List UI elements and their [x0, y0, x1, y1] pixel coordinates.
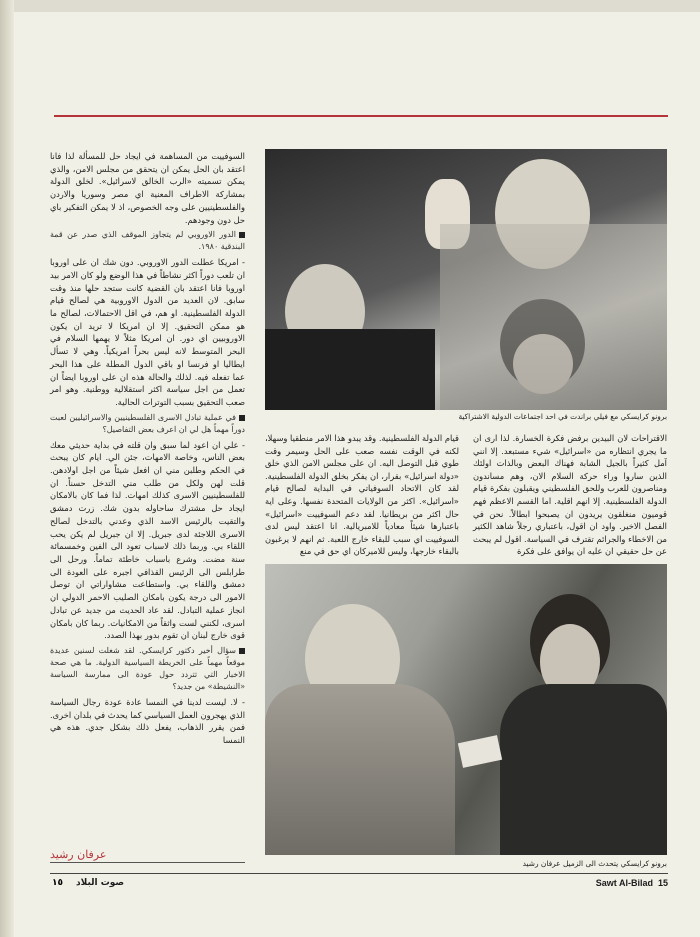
answer-paragraph: - امريكا عطلت الدور الاوروبي. دون شك ان على اوروبا ان تلعب دوراً اكثر نشاطاً في هذا الوضع ولو كان الامر بيد اوروبا فانا اعتقد بان القضية كانت ستجد حلها منذ وقت سابق. لان العديد من الدول الاوروبية هي لصالح قيام الدولة الفلسطينية. او هم، في اقل الاحتمالات، لصالح ما هو ممكن التحقيق. إلا ان امريكا لا تريد ان يكون الاوروبيين اي دور. ان امريكا مثلاً لا يهمها السلام في البحر المتوسط لانه ليس بحراً امريكياً. وهي لا تسأل ايطاليا او فرنسا او باقي الدول المطلة على هذا البحر عما تفعله فيه. لذلك والحالة هذه ان على اوروبا ايضاً ان تعمل من اجل سياسة اكثر استقلالية ووطنية. وهو امر صعب التحقيق بسبب التوترات الحالية. [50, 257, 245, 407]
middle-paragraph: الاقتراحات لان البيدين برفض فكرة الخسارة. لذا ارى ان ما يجري انتظاره من «اسرائيل» شيء مستبعد. إلا انني آمل كثيراً بالجيل الشابة فهناك البعض وبالذات اولئك الذين ساروا وراء حركة السلام الان، وهم مساندون ومناصرون للعرب وللحق الفلسطيني ويقبلون بفكرة قيام الدولة الفلسطينية. إلا انهم اقلية. اما القسم الاعظم فهم قوميون منغلقون يريدون ان يصبحوا ابطالاً. نحن في الفصل الاخير. واود ان اقول، باعتباري رجلاً شاهد الكثير من الاخطاء والجرائم تقترف في السياسة. اقول لم يبحث عن حل حقيقي ان عليه ان يوافق على فكرة [473, 433, 667, 557]
answer-paragraph: - لا. ليست لدينا في النمسا عادة عودة رجال السياسة الذي يهجرون العمل السياسي كما يحدث في بلدان اخرى. فمن يقرر الذهاب، يفعل ذلك بشكل جدي. هذه هي النمسا [50, 696, 245, 746]
photo-figure-suit [500, 684, 667, 855]
question-square-icon [239, 232, 245, 238]
question-paragraph [50, 229, 245, 253]
question-paragraph [50, 645, 245, 693]
question-text: الدور الاوروبي لم يتجاوز الموقف الذي صدر عن قمة البندقية ١٩٨٠. [50, 230, 245, 252]
answer-paragraph: - علي ان اعود لما سبق وان قلته في بداية حديثي معك بعض الناس، وخاصة الامهات، جئن الي. ايام كان يبحث في الحكم وطلبن مني ان افعل شيئاً من اجل اولادهن. قلت لهن ولكل من طلب مني التدخل حسناً. ان للفلسطينيين الاسرى كذلك امهات. لذا فما كان بالامكان ايجاد حل مشترك ساحاوله بدون شك. زرت دمشق والتقيت بالرئيس الاسد الذي وعدني بالتدخل لصالح الاسرى اللاجئة لدى جبريل. إلا ان جبريل لم يكن يحب اللقاء بي. وربما ذلك لاسباب تعود الى الفين وخمسمائة سنة مضت. وشرع باسباب خاطئة تماماً. ورحل الى طرابلس الى الرئيس القذافي اجبره على العودة الى دمشق واللقاء بي. واستطاعت مشاواراتي ان توصل الامور الى درجة يكون بامكان الصليب الاحمر الدولي ان انجاز عملية التبادل. لقد عاد الحديث من جديد عن تبادل اسرى، لكنني لست واثقاً من الامكانيات. ربما كان بامكان قوى خارج لبنان ان تقوم بدور بهذا الصدد. [50, 439, 245, 641]
photo1-caption: برونو كرايسكي مع فيلي براندت في احد اجتماعات الدولية الاشتراكية [458, 412, 667, 421]
photo-figure-jacket [265, 684, 455, 855]
question-square-icon [239, 648, 245, 654]
answer-paragraph: السوفييت من المساهمة في ايجاد حل للمسألة لذا فانا اعتقد بان الحل يمكن ان يتحقق من مجلس الامن، والذي يمكن تسميته «الرب الخالق لاسرائيل». لخلق الدولة بمشاركة الاطراف المعنية اي مصر وسوريا والاردن والفلسطينيين على وجه الخصوص، اذ لا يمكن التفكير باي حل دون وجودهم. [50, 151, 245, 225]
author-byline: عرفان رشيد [50, 848, 107, 861]
footer-magazine-arabic: صوت البلاد [76, 878, 125, 888]
header-red-rule [54, 115, 668, 117]
top-band [14, 0, 700, 12]
question-paragraph [50, 412, 245, 436]
footer-rule [50, 873, 668, 874]
photo-notebook [458, 735, 502, 768]
middle-column-text [265, 432, 667, 558]
footer-page-number-arabic: ١٥ [52, 878, 63, 888]
photo-figure-suit [265, 329, 435, 410]
page-binding-edge [0, 0, 14, 937]
right-column [50, 150, 245, 750]
footer-magazine-latin [596, 878, 668, 888]
question-text: في عملية تبادل الاسرى الفلسطينيين والاسرائيليين لعبت دوراً مهماً هل لي ان اعرف بعض التفاصيل؟ [50, 412, 245, 434]
photo2-caption: برونو كرايسكي يتحدث الى الزميل عرفان رشيد [522, 859, 667, 868]
byline-rule [50, 862, 245, 863]
question-square-icon [239, 415, 245, 421]
question-text: سؤال أخير دكتور كرايسكي. لقد شغلت لسنين عديدة موقعاً مهماً على الخريطة السياسية الدولية. ما هي صحة الاخبار التي تتردد حول عودة الى ممارسة السياسة «النشيطة» من جديد؟ [50, 645, 245, 691]
photo-figure-jacket [440, 224, 667, 410]
photo-kreisky-interview [265, 564, 667, 855]
middle-column [265, 432, 667, 558]
footer-page-number-latin: 15 [657, 878, 668, 888]
footer-magazine-latin-name: Sawt Al-Bilad [595, 878, 653, 888]
middle-paragraph: قيام الدولة الفلسطينية. وقد يبدو هذا الامر منطقيا وسهلا، لكنه في الوقت نفسه صعب على الحل وسيمر وقت طوي قبل التوصل اليه. ان على مجلس الامن الذي خلق «دولة اسرائيل» بقرار، ان يفكر بخلق الدولة الفلسطينية. لقد كان الاتحاد السوفياتي في البداية لصالح قيام «اسرائيل». اكثر من الولايات المتحدة نفسها. وعلى اية حال اكثر من بريطانيا. لقد دعم السوفييت «اسرائيل» باعتبارها شيئاً معادياً للامبريالية. انا اعتقد ليس لدى السوفييت اي سبب للبقاء خارج اللعبة. ثم انهم لا يرغبون بالبقاء خارجها، وليس للاميركان اي حق في منع [265, 433, 459, 557]
photo-kreisky-brandt [265, 149, 667, 410]
